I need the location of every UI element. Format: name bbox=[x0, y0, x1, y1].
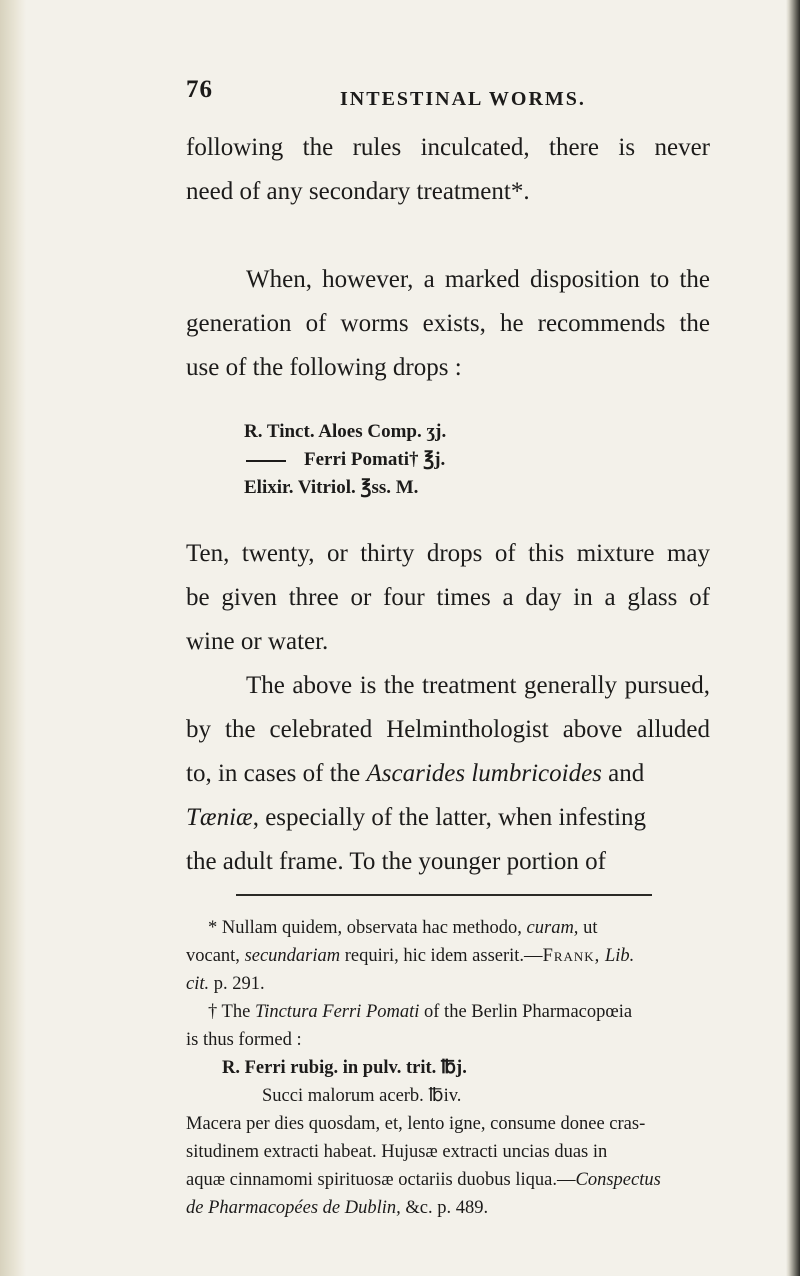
footnote-line bbox=[186, 970, 710, 998]
paragraph-1 bbox=[186, 126, 710, 214]
paragraph-4 bbox=[186, 664, 710, 884]
text-line: generation of worms exists, he recommends the bbox=[186, 310, 710, 337]
text-line: by the celebrated Helminthologist above alluded bbox=[186, 716, 710, 743]
page-edge-left bbox=[0, 0, 26, 1276]
text-span: p. 291. bbox=[209, 974, 265, 994]
text-span: , especially of the latter, when infesting bbox=[252, 804, 647, 831]
footnote-line: Macera per dies quosdam, et, lento igne, consume donee cras- bbox=[186, 1114, 646, 1134]
footnote-line bbox=[186, 1194, 710, 1222]
footnote-line bbox=[186, 914, 710, 942]
footnote-line: situdinem extracti habeat. Hujusæ extracti uncias duas in bbox=[186, 1142, 608, 1162]
italic-term: Ascarides lumbricoides bbox=[366, 760, 602, 787]
italic-term: curam, bbox=[526, 918, 579, 938]
text-line: need of any secondary treatment*. bbox=[186, 178, 530, 205]
text-line: the adult frame. To the younger portion of bbox=[186, 848, 606, 875]
text-span: of the Berlin Pharmacopœia bbox=[419, 1002, 633, 1022]
footnote-line bbox=[186, 998, 710, 1026]
italic-term: Conspectus bbox=[575, 1170, 661, 1190]
text-span: aquæ cinnamomi spirituosæ octariis duobus liqua.— bbox=[186, 1170, 576, 1190]
italic-term: Lib. bbox=[600, 946, 635, 966]
text-line: The above is the treatment generally pursued, bbox=[246, 672, 710, 699]
running-head: INTESTINAL WORMS. bbox=[340, 88, 586, 110]
footnote-rule bbox=[236, 894, 652, 896]
text-line: following the rules inculcated, there is never bbox=[186, 134, 710, 161]
author-name: Frank, bbox=[542, 946, 601, 966]
italic-term: Tinctura Ferri Pomati bbox=[254, 1002, 420, 1022]
italic-term: cit. bbox=[186, 974, 210, 994]
text-line: use of the following drops : bbox=[186, 354, 462, 381]
text-line: When, however, a marked disposition to the bbox=[246, 266, 710, 293]
text-span: † The bbox=[208, 1002, 255, 1022]
text-line: Ten, twenty, or thirty drops of this mixture may bbox=[186, 540, 710, 567]
italic-term: de Pharmacopées de Dublin, bbox=[186, 1198, 401, 1218]
italic-term: Tæniæ bbox=[186, 804, 253, 831]
footnote-line bbox=[186, 1166, 710, 1194]
footnote-line: R. Ferri rubig. in pulv. trit. ℔j. bbox=[222, 1058, 467, 1078]
paragraph-3 bbox=[186, 532, 710, 664]
text-line bbox=[186, 796, 710, 840]
footnote-line: is thus formed : bbox=[186, 1030, 302, 1050]
footnotes bbox=[186, 914, 710, 1222]
page-number: 76 bbox=[186, 76, 213, 103]
text-span: * Nullam quidem, observata hac methodo, bbox=[208, 918, 527, 938]
page-edge-right bbox=[786, 0, 800, 1276]
footnote-line: Succi malorum acerb. ℔iv. bbox=[262, 1086, 462, 1106]
prescription bbox=[244, 418, 446, 502]
text-line: wine or water. bbox=[186, 628, 329, 655]
text-span: ut bbox=[578, 918, 598, 938]
ditto-dash bbox=[246, 460, 286, 462]
text-span: and bbox=[601, 760, 645, 787]
paragraph-2 bbox=[186, 258, 710, 390]
text-span: to, in cases of the bbox=[186, 760, 367, 787]
recipe-line: Ferri Pomati† ℥j. bbox=[304, 449, 446, 470]
recipe-line: Elixir. Vitriol. ℥ss. M. bbox=[244, 477, 419, 498]
recipe-line: R. Tinct. Aloes Comp. ʒj. bbox=[244, 421, 447, 442]
text-span: vocant, bbox=[186, 946, 245, 966]
italic-term: secundariam bbox=[244, 946, 341, 966]
text-span: requiri, hic idem asserit.— bbox=[340, 946, 543, 966]
text-line bbox=[186, 752, 710, 796]
text-span: &c. p. 489. bbox=[400, 1198, 489, 1218]
text-line: be given three or four times a day in a glass of bbox=[186, 584, 710, 611]
footnote-line bbox=[186, 942, 710, 970]
